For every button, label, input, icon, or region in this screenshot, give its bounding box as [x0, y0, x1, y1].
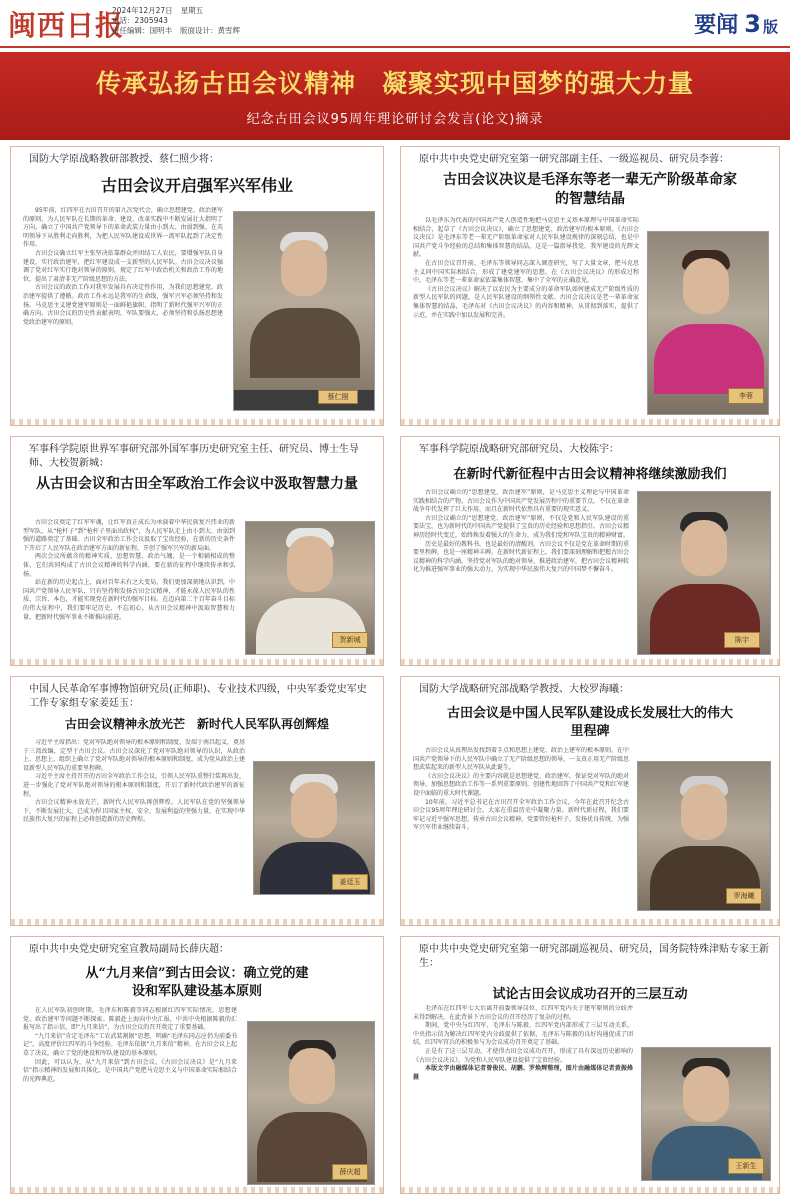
article-card-7 [10, 936, 384, 1194]
body-paragraph: 古田会议精神永放光芒，新时代人民军队再创辉煌。人民军队在党的坚强领导下，不断发展壮大，已成为捍卫国家主权、安全、发展利益的坚强力量，在实现中华民族伟大复兴的征程上必将创造新的历史辉煌。 [23, 799, 245, 824]
body-paragraph: 站在新的历史起点上，面对百年未有之大变局，我们更加深刻地认识到，中国共产党领导人民军队，只有坚持和发扬古田会议精神，才能永葆人民军队的性质、宗旨、本色，才能实现党在新时代的强军目标。在迈向第二个百年奋斗目标的伟大征程中，我们要牢记历史、不忘初心，从古田会议精神中汲取智慧和力量，把新时代强军事业不断推向前进。 [23, 579, 235, 621]
nameplate: 蔡仁照 [318, 390, 358, 404]
issue-phone: 电话：2305943 [112, 16, 168, 25]
speaker-photo [637, 491, 771, 655]
newspaper-logo: 闽西日报 [8, 9, 125, 42]
page-unit: 版 [762, 18, 778, 36]
article-author: 原中共中央党史研究室宣教局副局长薛庆超： [29, 944, 229, 955]
card-border-decoration [401, 1187, 779, 1193]
photo-shape [281, 240, 327, 296]
photo-shape [287, 536, 333, 592]
speaker-photo [233, 211, 375, 411]
photo-shape [681, 520, 727, 576]
nameplate: 姜廷玉 [332, 874, 368, 890]
issue-editor: 责任编辑：国明丰 [112, 26, 172, 35]
speaker-photo [245, 521, 375, 655]
body-paragraph: 习近平主席指出：党对军队绝对领导的根本原则和制度，发端于南昌起义，奠基于三湾改编，定型于古田会议。古田会议深化了党对军队绝对领导的认识，从政治上、思想上、组织上确立了党对军队绝对领导的根本原则和制度，成为党从政治上建设新型人民军队的重要里程碑。 [23, 739, 245, 772]
photo-shape [289, 1048, 335, 1104]
article-author: 中国人民革命军事博物馆研究员(正师职)、专业技术四级，中央军委党史军史工作专家组专家姜廷玉： [29, 684, 367, 709]
speaker-photo [637, 761, 771, 911]
body-paragraph: 古田会议确立的“思想建党、政治建军”原则，不仅是党和人民军队建设的重要法宝，也为新时代的中国共产党提供了宝贵的历史经验和思想指引。古田会议精神历经时代变迁，始终焕发着强大的生命力，成为我们党和军队宝贵的精神财富。 [413, 514, 629, 539]
article-body [23, 739, 245, 919]
article-body [23, 207, 223, 417]
issue-designer: 版面设计：黄雪辉 [180, 26, 240, 35]
card-border-decoration [11, 1187, 383, 1193]
banner-title: 传承弘扬古田会议精神 凝聚实现中国梦的强大力量 [95, 69, 694, 98]
nameplate: 薛庆超 [332, 1164, 368, 1180]
card-border-decoration [11, 419, 383, 425]
photo-shape [683, 258, 729, 314]
card-border-decoration [401, 919, 779, 925]
article-card-3 [10, 436, 384, 666]
article-author: 军事科学院原世界军事研究部外国军事历史研究室主任、研究员、博士生导师、大校贺新城： [29, 444, 359, 469]
article-author: 国防大学原战略教研部教授、蔡仁照少将： [29, 154, 219, 165]
speaker-photo [247, 1021, 375, 1185]
article-card-6 [400, 676, 780, 926]
article-title: 古田会议决议是毛泽东等老一辈无产阶级革命家的智慧结晶 [443, 172, 737, 207]
body-paragraph: 《古田会议决议》解决了以农民为主要成分的革命军队如何建成无产阶级性质的新型人民军队的问题，是人民军队建设的纲领性文献。古田会议决议是老一辈革命家集体智慧的结晶，毛泽东对《古田会议决议》的内容和精神，从贯彻到落实，提供了示范，并在实践中加以发展和完善。 [413, 285, 639, 319]
article-title: 古田会议是中国人民军队建设成长发展壮大的伟大里程碑 [446, 706, 733, 739]
issue-date: 2024年12月27日 [112, 6, 173, 15]
nameplate: 陈宇 [724, 632, 760, 648]
photo-shape [250, 308, 360, 378]
body-paragraph: 古田会议的政治工作对我军发展具有决定性作用，为我们思想建党、政治建军提供了遵循。政治工作永远是我军的生命线，强军兴军必须坚持和发扬。马克思主义建党建军原则是一面鲜艳旗帜，指明了新时代强军兴军的正确方向。古田会议的历史性贡献表明，军队要强大，必须坚持和弘扬思想建党政治建军的原则。 [23, 284, 223, 326]
issue-info [112, 6, 248, 36]
article-title: 从“九月来信”到古田会议：确立党的建设和军队建设基本原则 [85, 966, 309, 999]
article-title: 古田会议开启强军兴军伟业 [100, 176, 293, 195]
article-author: 原中共中央党史研究室第一研究部副巡视员、研究员，国务院特殊津贴专家王新生： [419, 944, 769, 969]
headline-banner [0, 52, 790, 140]
photo-shape [683, 1066, 729, 1122]
article-card-1 [10, 146, 384, 426]
body-paragraph: “九月来信”肯定毛泽东“工农武装割据”思想，明确“毛泽东同志应仍为前委书记”，高度评价红四军的斗争经验。毛泽东依据“九月来信”精神，在古田会议上起草了决议，确立了党的建设和军队建设的基本原则。 [23, 1032, 237, 1057]
body-paragraph: 古田会议奠定了红军军魂，让红军真正成长为承载着中华民族复兴伟业的新型军队，从“枪杆子”到“枪杆子里面出政权”，为人民军队走上由小到大、由弱到强的道路奠定了基础。古田全军政治工作会议汲取了宝贵经验，在新的历史条件下开启了人民军队在政治建军方面的新征程，开创了强军兴军的新局面。 [23, 519, 235, 552]
article-card-2 [400, 146, 780, 426]
banner-subtitle: 纪念古田会议95周年理论研讨会发言(论文)摘录 [246, 112, 544, 127]
photo-shape [681, 784, 727, 840]
article-card-5 [10, 676, 384, 926]
article-body [413, 747, 629, 919]
article-card-8 [400, 936, 780, 1194]
article-title: 试论古田会议成功召开的三层互动 [492, 987, 688, 1002]
body-paragraph: 95年前，红四军在古田召开的第九次党代会，确立思想建党、政治建军的原则，为人民军队在长期的革命、建设、改革实践中不断发展壮大指明了方向。确立了中国共产党领导下的革命武装力量由小到大、由弱到强、在英明领导下从胜利走向胜利，为把人民军队建设成世界一流军队起到了决定性作用。 [23, 207, 223, 249]
section-name: 要闻 [694, 13, 739, 38]
article-title: 古田会议精神永放光芒 新时代人民军队再创辉煌 [64, 717, 329, 731]
article-author: 原中共中央党史研究室第一研究部副主任、一级巡视员、研究员李蓉： [419, 154, 729, 165]
photo-shape [654, 324, 764, 394]
body-paragraph: 历史是最好的教科书，也是最好的清醒剂。古田会议不仅是党在革命时期的重要里程碑，也是一座精神丰碑。在新时代新征程上，我们要深刻理解和把握古田会议精神的科学内涵，坚持党对军队的绝对领导，推进政治建军，把古田会议精神转化为推进强军事业的强大动力，为实现中华民族伟大复兴的中国梦不懈奋斗。 [413, 540, 629, 574]
article-body [413, 489, 629, 659]
article-author: 国防大学战略研究部战略学教授、大校罗海曦： [419, 684, 629, 695]
card-border-decoration [401, 419, 779, 425]
body-paragraph: 毛泽东在红四军七大后离开前委领导岗位，红四军党内关于建军原则的分歧并未得到解决，在此背景下古田会议的召开经历了复杂的过程。 [413, 1005, 633, 1021]
speaker-photo [253, 761, 375, 895]
nameplate: 贺新城 [332, 632, 368, 648]
page-number: 3 [744, 10, 761, 38]
speaker-photo [641, 1047, 771, 1181]
article-body [23, 1007, 237, 1187]
article-body [413, 1005, 633, 1187]
body-paragraph: 期间，党中央与红四军、毛泽东与陈毅、红四军党内部形成了三层互动关系。中央指示信为解决红四军党内分歧提供了依据，毛泽东与陈毅的良好沟通促成了团结，红四军官兵的积极参与为会议成功召开奠定了基础。 [413, 1022, 633, 1047]
body-paragraph: 古田会议从真理出发找到着手点和思想上建党、政治上建军的根本原则，在中国共产党领导下的人民军队中确立了无产阶级思想的领导，一支真正用无产阶级思想武装起来的新型人民军队从此诞生。 [413, 747, 629, 772]
body-paragraph: 正是有了这三层互动，才使得古田会议成功召开，形成了具有深远历史影响的《古田会议决议》，为党和人民军队建设提供了宝贵经验。 [413, 1047, 633, 1064]
body-paragraph: 两次会议所蕴含的精神实质、思想智慧、政治气魄，是一个相辅相成的整体，它们共同构成了古田会议精神的科学内涵，要在新的征程中继续传承和弘扬。 [23, 553, 235, 578]
masthead [0, 0, 790, 48]
article-title: 从古田会议和古田全军政治工作会议中汲取智慧力量 [36, 476, 358, 492]
photo-shape [291, 782, 337, 838]
speaker-photo [647, 231, 769, 415]
body-paragraph: 古田会议确立红军主张坚决依靠群众并团结工人农民，要增强军队自身建设，实行政治建军，把红军建设成一支新型的人民军队。古田会议决议强调了党对红军实行绝对领导的原则，规定了红军中政治机关和政治工作的地位，提出了肃清非无产阶级思想的方法。 [23, 249, 223, 283]
nameplate: 李蓉 [728, 388, 764, 404]
article-author: 军事科学院原战略研究部研究员、大校陈宇： [419, 444, 619, 455]
body-paragraph: 因此，可以认为，从“九月来信”到古田会议，《古田会议决议》是“九月来信”指示精神的发展和具体化，是中国共产党把马克思主义与中国革命实际相结合的光辉典范。 [23, 1058, 237, 1083]
body-paragraph: 《古田会议决议》的主要内容就是思想建党、政治建军，保证党对军队的绝对领导，加强思想政治工作等一系列重要原则，创建性地回答了中国共产党和红军建设中面临的重大时代课题。 [413, 772, 629, 797]
issue-weekday: 星期五 [180, 6, 204, 15]
article-card-4 [400, 436, 780, 666]
card-border-decoration [11, 659, 383, 665]
body-paragraph: 以毛泽东为代表的中国共产党人创造性地把马克思主义基本原理与中国革命实际相结合，起草了《古田会议决议》，确立了思想建党、政治建军的根本原则。《古田会议决议》是毛泽东等老一辈无产阶级革命家对人民军队建设规律的深刻总结，也是中国共产党斗争经验的总结和集体智慧的结晶，这是一篇指导我党、我军建设的光辉文献。 [413, 217, 639, 259]
body-paragraph: 在人民军队初创时期，毛泽东和陈毅等同志根据红四军实际情况，思想建党、政治建军等问题不断探索。陈毅赴上海向中央汇报，中共中央根据陈毅的汇报写出了指示信，即“九月来信”，为古田会议的召开奠定了重要基础。 [23, 1007, 237, 1032]
card-border-decoration [401, 659, 779, 665]
article-body [23, 519, 235, 659]
body-paragraph: 习近平主席主持召开的古田全军政治工作会议，引领人民军队重整行装再出发，进一步强化了党对军队绝对领导的根本原则和制度，开启了新时代政治建军的新征程。 [23, 773, 245, 798]
article-title: 在新时代新征程中古田会议精神将继续激励我们 [453, 467, 727, 482]
nameplate: 罗海曦 [726, 888, 762, 904]
section-label [694, 8, 778, 39]
nameplate: 王新生 [728, 1158, 764, 1174]
card-border-decoration [11, 919, 383, 925]
article-body [413, 217, 639, 419]
body-paragraph: 古田会议确立的“思想建党、政治建军”原则，是马克思主义理论与中国革命实践相结合的产物。古田会议作为中国共产党发展历程中的重要节点，不仅在革命战争年代发挥了巨大作用，而且在新时代依然具有重要的现实意义。 [413, 489, 629, 514]
body-paragraph: 10年前，习近平总书记在古田召开全军政治工作会议，今年在此召开纪念古田会议95周年理论研讨会，大家在重温历史中凝聚力量。新时代新征程，我们要牢记习近平强军思想，传承古田会议精神，党要管好枪杆子，发扬优良传统，为强军兴军伟业继续奋斗。 [413, 798, 629, 832]
body-paragraph: 在古田会议召开前，毛泽东等领导同志深入调查研究，写了大量文章，把马克思主义同中国实际相结合，形成了建党建军的思想。在《古田会议决议》的形成过程中，毛泽东等老一辈革命家依靠集体智慧，集中了全军的正确意见。 [413, 259, 639, 285]
photo-credit: 本版文字由融媒体记者曾俊民、胡鹏、罗焕辉整理，图片由融媒体记者黄振烽摄 [413, 1065, 633, 1081]
